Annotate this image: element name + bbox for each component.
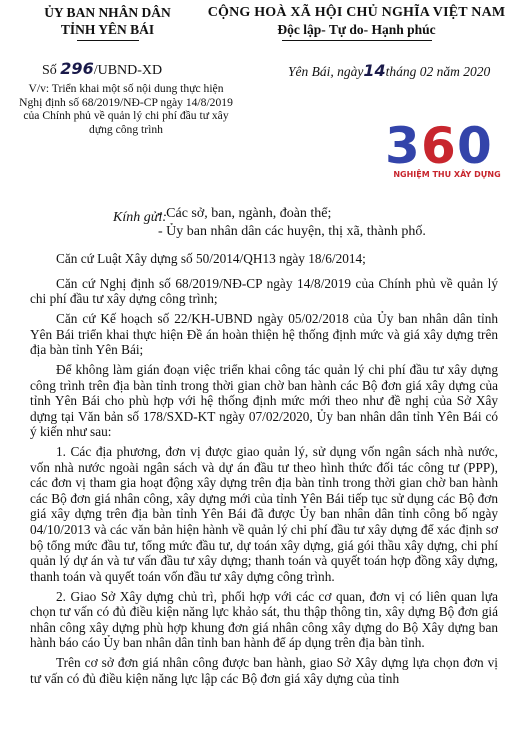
document-number (42, 59, 162, 79)
body-paragraph: Trên cơ sở đơn giá nhân công được ban hành, giao Sở Xây dựng lựa chọn đơn vị tư vấn có đủ điều kiện năng lực lập các Bộ đơn giá xây dựng của tỉnh (30, 655, 498, 686)
body-paragraph: Căn cứ Nghị định số 68/2019/NĐ-CP ngày 14/8/2019 của Chính phủ về quản lý chi phí đầu tư xây dựng công trình; (30, 275, 498, 307)
doc-number-prefix: Số (42, 63, 57, 78)
recipient-item: - Ủy ban nhân dân các huyện, thị xã, thành phố. (158, 224, 426, 239)
national-header (200, 4, 513, 41)
recipient-item: - Các sở, ban, ngành, đoàn thể; (158, 206, 332, 221)
logo-digit-0: 0 (457, 117, 492, 175)
watermark-logo (383, 117, 511, 182)
issuer-header (0, 4, 215, 41)
doc-number-handwritten: 296 (60, 59, 94, 78)
greeting: Kính gửi: (113, 210, 167, 225)
issuer-province: TỈNH YÊN BÁI (60, 22, 155, 37)
issuer-name: ỦY BAN NHÂN DÂN (44, 5, 171, 20)
national-title: CỘNG HOÀ XÃ HỘI CHỦ NGHĨA VIỆT NAM (207, 5, 506, 20)
national-motto: Độc lập- Tự do- Hạnh phúc (277, 22, 436, 37)
place-date-after: tháng 02 năm 2020 (385, 64, 491, 79)
subject-line: V/v: Triển khai một số nội dung thực hiện Nghị định số 68/2019/NĐ-CP ngày 14/8/2019 của Chính phủ về quản lý chi phí đầu tư xây dựng công trình (19, 82, 233, 136)
place-date-before: Yên Bái, ngày (288, 64, 364, 79)
body-paragraph: Căn cứ Kế hoạch số 22/KH-UBND ngày 05/02/2018 của Ủy ban nhân dân tỉnh Yên Bái triển khai thực hiện Đề án hoàn thiện hệ thống định mức và giá xây dựng trên địa bàn tỉnh Yên Bái; (30, 310, 498, 358)
logo-digit-3: 3 (385, 117, 420, 175)
body-paragraph: Căn cứ Luật Xây dựng số 50/2014/QH13 ngày 18/6/2014; (56, 251, 366, 266)
body-paragraph: Để không làm gián đoạn việc triển khai công tác quản lý chi phí đầu tư xây dựng công trình trên địa bàn tỉnh trong thời gian chờ ban hành các Bộ đơn giá xây dựng của tỉnh Yên Bái cho phù hợp với hệ thống định mức mới theo như đề nghị của Sở Xây dựng tại Văn bản số 178/SXD-KT ngày 07/02/2020, Ủy ban nhân dân tỉnh Yên Bái có ý kiến như sau: (30, 361, 498, 440)
place-date (288, 61, 490, 80)
motto-underline (282, 40, 432, 41)
place-date-day: 14 (363, 61, 386, 80)
body-paragraph: 1. Các địa phương, đơn vị được giao quản lý, sử dụng vốn ngân sách nhà nước, vốn nhà nước ngoài ngân sách và dự án đầu tư theo hình thức đối tác công tư (PPP), các đơn vị tham gia hoạt động xây dựng trên địa bàn tỉnh trong thời gian chờ ban hành các Bộ đơn giá nhân công, xây dựng mới của tỉnh Yên Bái tiếp tục sử dụng các Bộ đơn giá xây dựng trên địa bàn tỉnh Yên Bái đã được Ủy ban nhân dân tỉnh công bố ngày 04/10/2013 và các văn bản hiện hành về quản lý chi phí đầu tư xây dựng để xác định sơ bộ tổng mức đầu tư, tổng mức đầu tư, dự toán xây dựng, giá gói thầu xây dựng, chi phí quản lý dự án và tư vấn đầu tư xây dựng; thanh toán và quyết toán hợp đồng xây dựng, thanh toán và quyết toán vốn đầu tư xây dựng công trình. (30, 444, 498, 584)
logo-digit-6: 6 (421, 117, 456, 175)
issuer-underline (77, 40, 139, 41)
recipient-list (158, 205, 508, 241)
document-body (30, 251, 498, 691)
doc-number-suffix: /UBND-XD (93, 63, 163, 78)
logo-tagline: NGHIỆM THU XÂY DỰNG (393, 170, 501, 179)
body-paragraph: 2. Giao Sở Xây dựng chủ trì, phối hợp với các cơ quan, đơn vị có liên quan lựa chọn tư vấn có đủ điều kiện năng lực khảo sát, thu thập thông tin, xây dựng Bộ đơn giá nhân công xây dựng phù hợp khung đơn giá nhân công xây dựng do Bộ Xây dựng ban hành báo cáo Ủy ban nhân dân tỉnh ban hành để áp dụng trên địa bàn tỉnh. (30, 588, 498, 651)
